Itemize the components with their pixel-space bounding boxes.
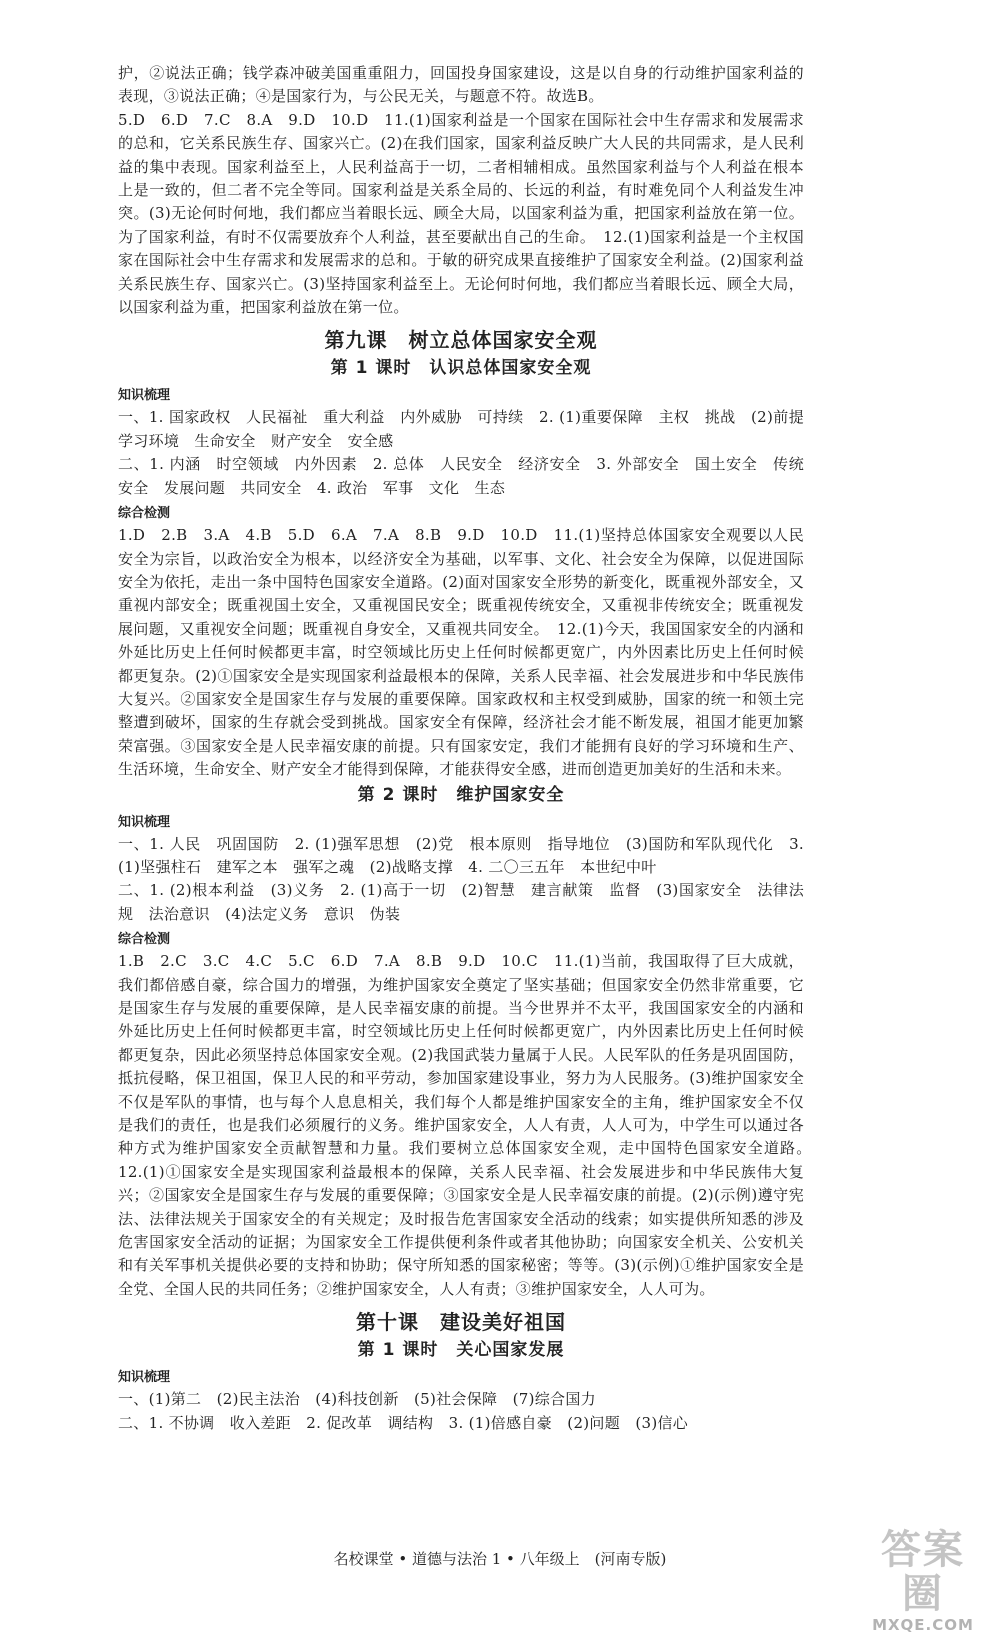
continued-answer: 护，②说法正确；钱学森冲破美国重重阻力，回国投身国家建设，这是以自身的行动维护国家利益的表现，③说法正确；④是国家行为，与公民无关，与题意不符。故选B。 [118,64,804,106]
section-test: 综合检测 [118,506,171,522]
section-knowledge: 知识梳理 [118,388,171,404]
section-test: 综合检测 [118,932,171,948]
knowledge-item: 一、1. 国家政权 人民福祉 重大利益 内外威胁 可持续 2. (1)重要保障 主权 挑战 (2)前提 学习环境 生命安全 财产安全 安全感 [118,408,820,450]
lesson-9-period-2-title: 第 2 课时 维护国家安全 [357,784,565,805]
section-knowledge: 知识梳理 [118,1370,171,1386]
lesson-10-period-1-title: 第 1 课时 关心国家发展 [357,1340,565,1361]
test-answers: 1.D 2.B 3.A 4.B 5.D 6.A 7.A 8.B 9.D 10.D 11.(1)坚持总体国家安全观要以人民安全为宗旨，以政治安全为根本，以经济安全为基础，以军事、文化、社会安全为保障，以促进国际安全为依托，走出一条中国特色国家安全道路。(2)面对国家安全形势的新变化，既重视外部安全，又重视内部安全；既重视国土安全，又重视国民安全；既重视传统安全，又重视非传统安全；既重视发展问题，又重视安全问题；既重视自身安全，又重视共同安全。 12.(1)今天，我国国家安全的内涵和外延比历史上任何时候都更丰富，时空领域比历史上任何时候都更宽广，内外因素比历史上任何时候都更复杂。(2)①国家安全是实现国家利益最根本的保障，关系人民幸福、社会发展进步和中华民族伟大复兴。②国家安全是国家生存与发展的重要保障。国家政权和主权受到威胁，国家的统一和领土完整遭到破坏，国家的生存就会受到挑战。国家安全有保障，经济社会才能不断发展，祖国才能更加繁荣富强。③国家安全是人民幸福安康的前提。只有国家安定，我们才能拥有良好的学习环境和生产、生活环境，生命安全、财产安全才能得到保障，才能获得安全感，进而创造更加美好的生活和未来。 [118,526,804,779]
watermark-logo: 答案圈 [881,1527,965,1617]
lesson-9-title: 第九课 树立总体国家安全观 [324,328,598,353]
knowledge-item: 二、1. 不协调 收入差距 2. 促改革 调结构 3. (1)倍感自豪 (2)问题 (3)信心 [118,1413,689,1432]
answer-page [118,62,820,1435]
knowledge-item: 二、1. 内涵 时空领域 内外因素 2. 总体 人民安全 经济安全 3. 外部安全 国土安全 传统安全 发展问题 共同安全 4. 政治 军事 文化 生态 [118,455,804,497]
answer-block-lesson8: 5.D 6.D 7.C 8.A 9.D 10.D 11.(1)国家利益是一个国家在国际社会中生存需求和发展需求的总和，它关系民族生存、国家兴亡。(2)在我们国家，国家利益反映广大人民的共同需求，是人民利益的集中表现。国家利益至上，人民利益高于一切，二者相辅相成。虽然国家利益与个人利益在根本上是一致的，但二者不完全等同。国家利益是关系全局的、长远的利益，有时难免同个人利益发生冲突。(3)无论何时何地，我们都应当着眼长远、顾全大局，以国家利益为重，把国家利益放在第一位。为了国家利益，有时不仅需要放弃个人利益，甚至要献出自己的生命。 12.(1)国家利益是一个主权国家在国际社会中生存需求和发展需求的总和。于敏的研究成果直接维护了国家安全利益。(2)国家利益关系民族生存、国家兴亡。(3)坚持国家利益至上。无论何时何地，我们都应当着眼长远、顾全大局，以国家利益为重，把国家利益放在第一位。 [118,110,804,317]
knowledge-item: 一、(1)第二 (2)民主法治 (4)科技创新 (5)社会保障 (7)综合国力 [118,1390,596,1409]
knowledge-item: 二、1. (2)根本利益 (3)义务 2. (1)高于一切 (2)智慧 建言献策 监督 (3)国家安全 法律法规 法治意识 (4)法定义务 意识 伪装 [118,881,804,923]
test-answers: 1.B 2.C 3.C 4.C 5.C 6.D 7.A 8.B 9.D 10.C 11.(1)当前，我国取得了巨大成就，我们都倍感自豪，综合国力的增强，为维护国家安全奠定了坚实基础；但国家安全仍然非常重要，它是国家生存与发展的重要保障，是人民幸福安康的前提。当今世界并不太平，我国国家安全的内涵和外延比历史上任何时候都更丰富，时空领域比历史上任何时候都更宽广，内外因素比历史上任何时候都更复杂，因此必须坚持总体国家安全观。(2)我国武装力量属于人民。人民军队的任务是巩固国防，抵抗侵略，保卫祖国，保卫人民的和平劳动，参加国家建设事业，努力为人民服务。(3)维护国家安全不仅是军队的事情，也与每个人息息相关，我们每个人都是维护国家安全的主角，维护国家安全不仅是我们的责任，也是我们必须履行的义务。维护国家安全，人人有责，人人可为，中学生可以通过各种方式为维护国家安全贡献智慧和力量。我们要树立总体国家安全观，走中国特色国家安全道路。 12.(1)①国家安全是实现国家利益最根本的保障，关系人民幸福、社会发展进步和中华民族伟大复兴；②国家安全是国家生存与发展的重要保障；③国家安全是人民幸福安康的前提。(2)(示例)遵守宪法、法律法规关于国家安全的有关规定；及时报告危害国家安全活动的线索；如实提供所知悉的涉及危害国家安全活动的证据；为国家安全工作提供便利条件或者其他协助；向国家安全机关、公安机关和有关军事机关提供必要的支持和协助；保守所知悉的国家秘密；等等。(3)(示例)①维护国家安全是全党、全国人民的共同任务；②维护国家安全，人人有责；③维护国家安全，人人可为。 [118,952,820,1298]
knowledge-item: 一、1. 人民 巩固国防 2. (1)强军思想 (2)党 根本原则 指导地位 (3)国防和军队现代化 3. (1)坚强柱石 建军之本 强军之魂 (2)战略支撑 4. 二〇三五年 本世纪中叶 [118,834,804,876]
lesson-10-title: 第十课 建设美好祖国 [356,1310,566,1335]
watermark-url: MXQE.COM [872,1616,974,1634]
page-footer: 名校课堂 • 道德与法治 1 • 八年级上 (河南专版) [333,1550,667,1568]
lesson-9-period-1-title: 第 1 课时 认识总体国家安全观 [330,358,592,379]
watermark [868,1528,978,1634]
section-knowledge: 知识梳理 [118,814,171,830]
